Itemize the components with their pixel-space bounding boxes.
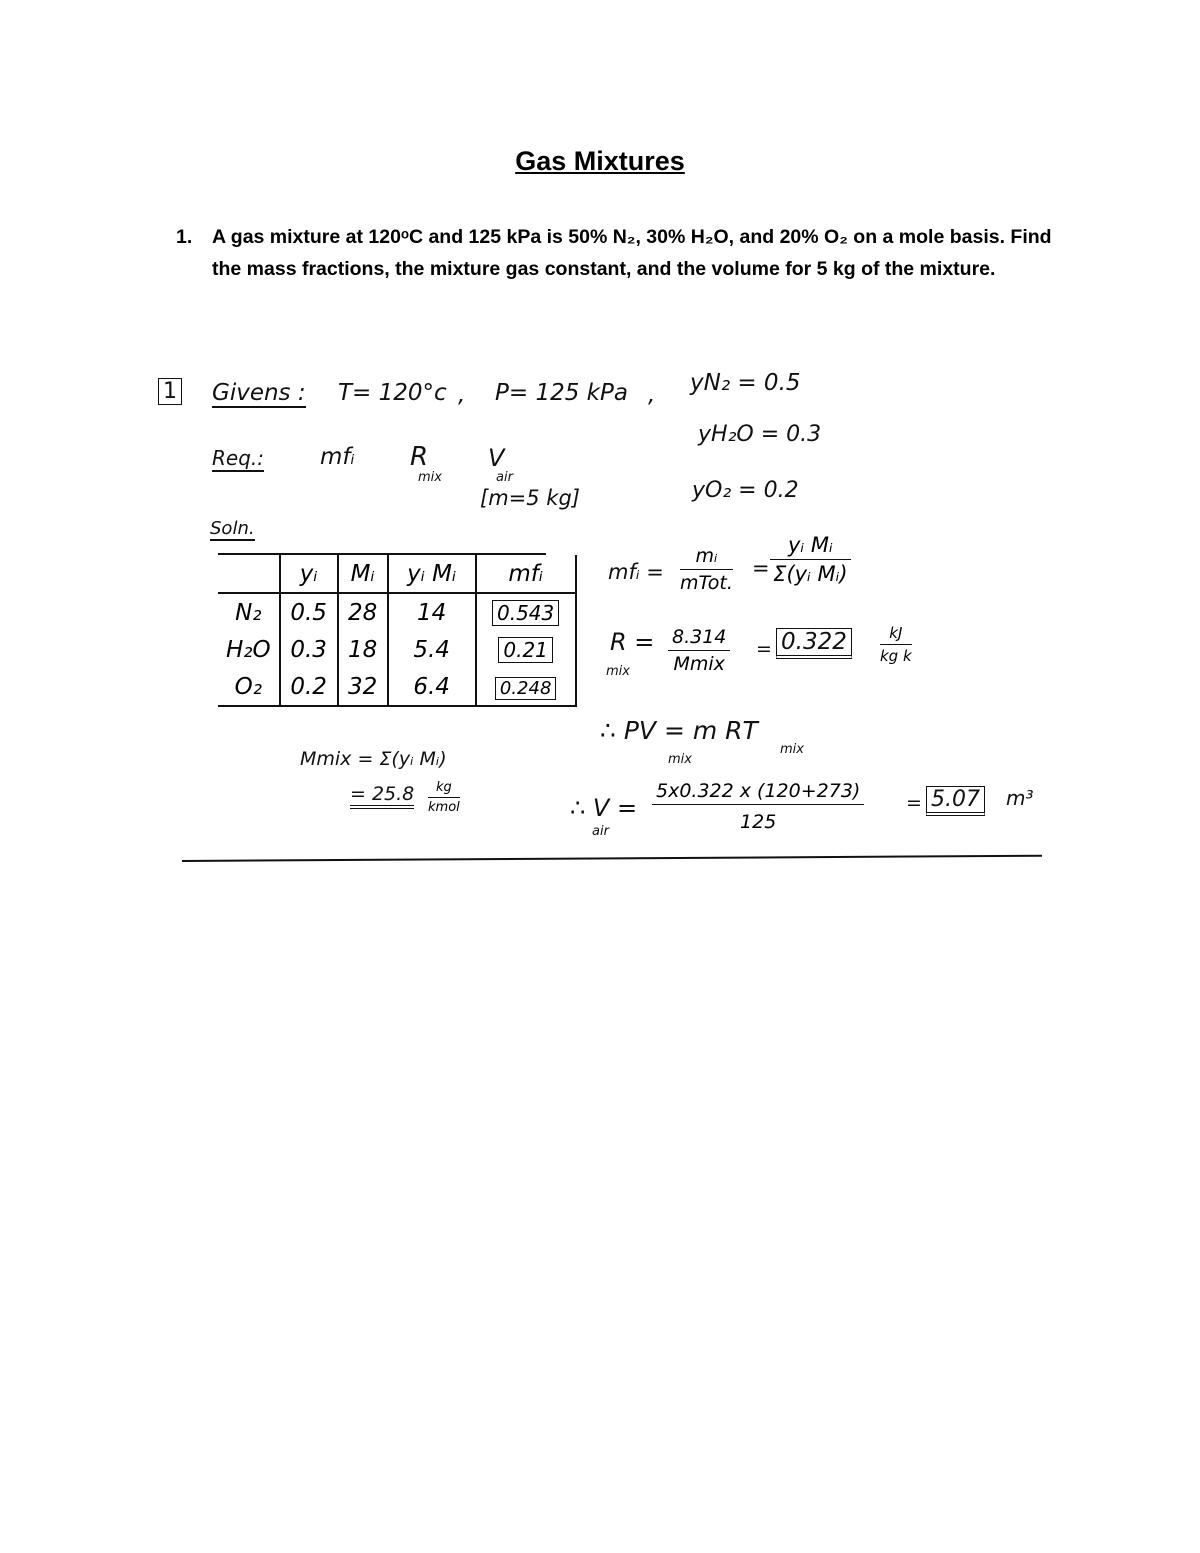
row-ym: 5.4 [388, 631, 476, 668]
r-value: 0.322 [776, 628, 852, 659]
mf-fraction-2 [770, 533, 851, 586]
required-r-sub: mix [418, 470, 442, 485]
header-m: Mᵢ [338, 555, 388, 593]
given-y-n2: yN₂ = 0.5 [690, 370, 801, 396]
comma-2: , [648, 382, 656, 408]
mixture-table [218, 555, 577, 707]
page-title: Gas Mixtures [515, 146, 685, 176]
row-y: 0.3 [280, 631, 338, 668]
row-m: 32 [338, 668, 388, 706]
mf-frac1-num: mᵢ [680, 545, 733, 570]
m-mix-value: = 25.8 [350, 783, 414, 809]
given-y-h2o: yH₂O = 0.3 [698, 422, 822, 447]
header-y: yᵢ [280, 555, 338, 593]
given-y-o2: yO₂ = 0.2 [692, 478, 799, 503]
v-equals: = [906, 792, 922, 814]
v-unit: m³ [1006, 786, 1034, 810]
row-mf: 0.543 [492, 600, 559, 626]
table-row [218, 631, 576, 668]
row-y: 0.2 [280, 668, 338, 706]
pv-sub-1: mix [668, 752, 692, 767]
row-m: 18 [338, 631, 388, 668]
row-mf: 0.21 [498, 637, 553, 663]
m-mix-unit-num: kg [428, 780, 460, 798]
row-mf: 0.248 [495, 677, 557, 700]
row-m: 28 [338, 593, 388, 631]
header-ym: yᵢ Mᵢ [388, 555, 476, 593]
problem-box-number: 1 [158, 378, 182, 405]
m-mix-unit-den: kmol [428, 800, 460, 815]
row-y: 0.5 [280, 593, 338, 631]
r-lhs: R = [610, 628, 655, 656]
ideal-gas-law: ∴ PV = m RT [600, 716, 758, 745]
v-fraction [652, 780, 864, 833]
r-unit-den: kg k [880, 647, 912, 665]
r-lhs-sub: mix [606, 664, 630, 679]
r-den: Mmix [673, 653, 725, 675]
r-unit-num: kJ [880, 624, 912, 645]
m-mix-formula: Mmix = Σ(yᵢ Mᵢ) [300, 748, 447, 770]
m-mix-unit [428, 780, 460, 815]
mf-frac1-den: mTot. [680, 572, 733, 594]
required-r: R [410, 442, 429, 472]
v-lhs-sub: air [592, 824, 609, 839]
bottom-rule [182, 855, 1042, 862]
solution-label: Soln. [210, 518, 255, 539]
mf-fraction-1 [680, 545, 733, 594]
r-unit [880, 624, 912, 665]
mf-equals: = [752, 556, 770, 580]
r-equals: = [756, 638, 772, 660]
v-num: 5x0.322 x (120+273) [652, 780, 864, 805]
row-ym: 14 [388, 593, 476, 631]
givens-label: Givens : [212, 380, 306, 406]
required-v-sub: air [496, 470, 513, 485]
required-mass-fraction: mfᵢ [320, 444, 355, 470]
header-species [218, 555, 279, 593]
table-row [218, 668, 576, 706]
header-mf: mfᵢ [476, 555, 576, 593]
table-header-row [218, 555, 576, 593]
mf-frac2-num: yᵢ Mᵢ [770, 533, 851, 560]
mf-frac2-den: Σ(yᵢ Mᵢ) [773, 562, 848, 586]
pv-sub-2: mix [780, 742, 804, 757]
given-pressure: P= 125 kPa [495, 380, 628, 406]
row-species: N₂ [235, 599, 262, 626]
table-row [218, 593, 576, 631]
comma-1: , [458, 382, 466, 408]
problem-line-1: A gas mixture at 120ᵒC and 125 kPa is 50% N₂, 30% H₂O, and 20% O₂ on a mole basis. Find [212, 226, 1052, 248]
row-species: O₂ [218, 668, 279, 706]
r-fraction [668, 626, 730, 675]
v-den: 125 [740, 811, 777, 833]
problem-line-2: the mass fractions, the mixture gas constant, and the volume for 5 kg of the mixture. [212, 258, 996, 280]
row-species: H₂O [226, 636, 271, 663]
given-temperature: T= 120°c [338, 380, 447, 406]
required-label: Req.: [212, 446, 264, 470]
problem-number: 1. [176, 226, 193, 248]
v-lhs: ∴ V = [570, 794, 638, 822]
mass-condition: [m=5 kg] [480, 486, 580, 510]
required-v: V [488, 444, 505, 472]
v-value: 5.07 [926, 786, 985, 816]
r-num: 8.314 [668, 626, 730, 651]
mf-lhs: mfᵢ = [608, 560, 664, 584]
row-ym: 6.4 [388, 668, 476, 706]
